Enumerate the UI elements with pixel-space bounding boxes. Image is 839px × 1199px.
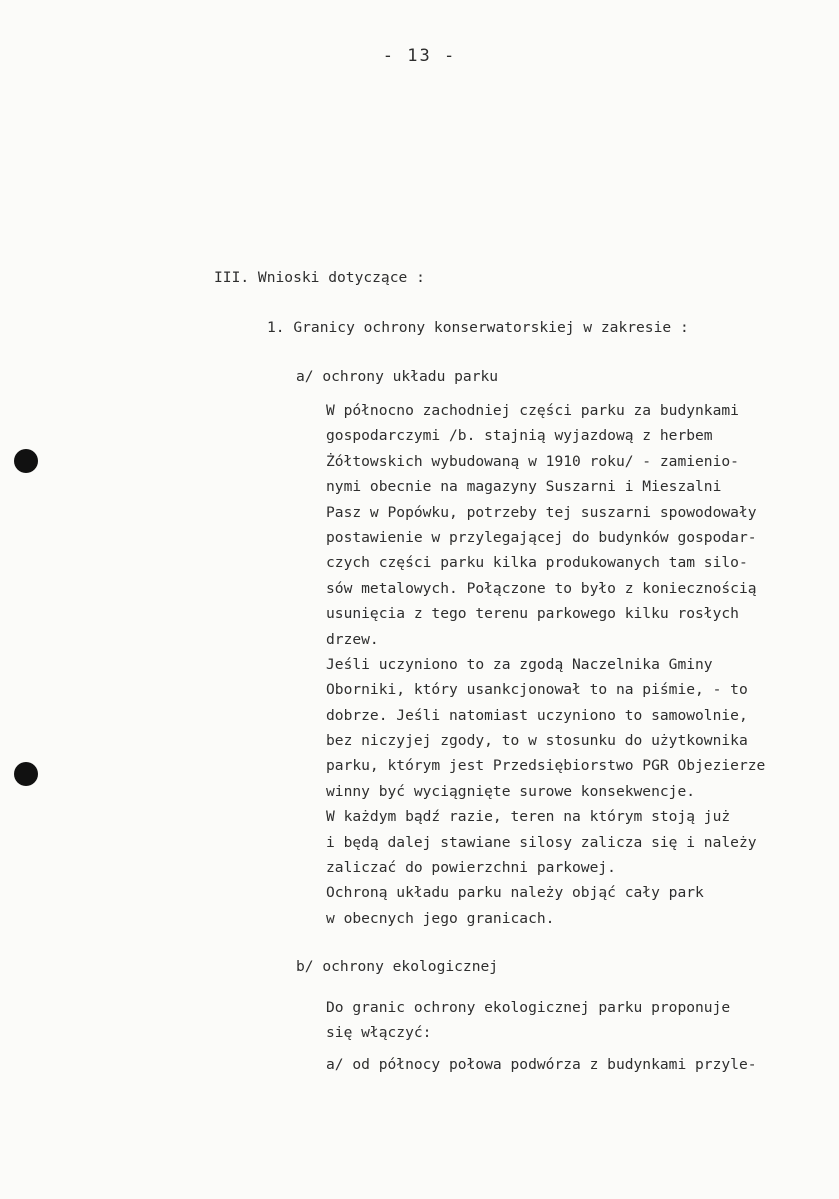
text-line: gospodarczymi /b. stajnią wyjazdową z herbem: [326, 427, 713, 445]
list-item: a/ od północy połowa podwórza z budynkami przyle-: [326, 1056, 757, 1073]
text-line: Oborniki, który usankcjonował to na piśmie, - to: [326, 681, 748, 699]
text-line: W północno zachodniej części parku za budynkami: [326, 402, 739, 419]
text-line: sów metalowych. Połączone to było z koniecznością: [326, 579, 757, 597]
text-line: zaliczać do powierzchni parkowej.: [326, 859, 616, 877]
text-line: w obecnych jego granicach.: [326, 909, 555, 927]
text-line: Ochroną układu parku należy objąć cały park: [326, 884, 704, 902]
text-line: się włączyć:: [326, 1024, 432, 1042]
section-b-body: [326, 995, 730, 1046]
subsection-heading: 1. Granicy ochrony konserwatorskiej w zakresie :: [267, 319, 689, 336]
text-line: W każdym bądź razie, teren na którym stoją już: [326, 808, 731, 826]
text-line: i będą dalej stawiane silosy zalicza się i należy: [326, 833, 757, 851]
punch-hole: [14, 449, 38, 473]
section-b-title: b/ ochrony ekologicznej: [296, 958, 499, 975]
text-line: postawienie w przylegającej do budynków gospodar-: [326, 528, 757, 546]
section-heading: III. Wnioski dotyczące :: [214, 269, 425, 286]
text-line: Do granic ochrony ekologicznej parku proponuje: [326, 999, 731, 1016]
text-line: parku, którym jest Przedsiębiorstwo PGR Objezierze: [326, 757, 766, 775]
text-line: nymi obecnie na magazyny Suszarni i Mieszalni: [326, 478, 722, 496]
text-line: winny być wyciągnięte surowe konsekwencje.: [326, 782, 696, 800]
text-line: Żółtowskich wybudowaną w 1910 roku/ - zamienio-: [326, 452, 739, 470]
text-line: czych części parku kilka produkowanych tam silo-: [326, 554, 748, 572]
punch-hole: [14, 762, 38, 786]
text-line: Pasz w Popówku, potrzeby tej suszarni spowodowały: [326, 503, 757, 521]
text-line: dobrze. Jeśli natomiast uczyniono to samowolnie,: [326, 706, 748, 724]
section-b-list: [326, 1052, 757, 1077]
text-line: drzew.: [326, 630, 379, 648]
page-number: - 13 -: [382, 46, 457, 66]
section-a-body: [326, 398, 765, 931]
text-line: usunięcia z tego terenu parkowego kilku rosłych: [326, 605, 739, 623]
text-line: Jeśli uczyniono to za zgodą Naczelnika Gminy: [326, 655, 713, 673]
section-a-title: a/ ochrony układu parku: [296, 368, 499, 385]
text-line: bez niczyjej zgody, to w stosunku do użytkownika: [326, 732, 748, 750]
